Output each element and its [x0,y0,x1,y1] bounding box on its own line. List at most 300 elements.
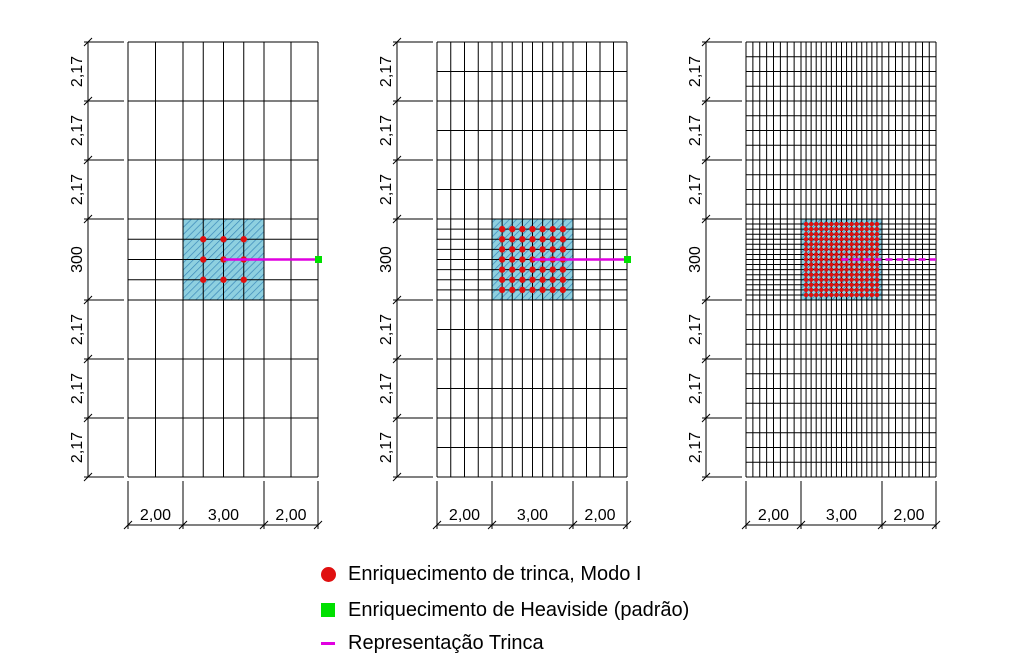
crack-tip-node [241,236,247,242]
crack-tip-node [814,288,818,292]
crack-tip-node [809,262,813,266]
crack-tip-node [870,262,874,266]
crack-tip-node [809,283,813,287]
crack-tip-node [819,262,823,266]
crack-tip-node [875,272,879,276]
crack-tip-node [824,257,828,261]
crack-tip-node [834,278,838,282]
crack-tip-node [819,283,823,287]
crack-tip-node [849,267,853,271]
crack-tip-node [875,237,879,241]
crack-tip-node [839,293,843,297]
crack-tip-node [870,272,874,276]
crack-tip-node [819,227,823,231]
crack-tip-node [844,272,848,276]
crack-tip-node [844,283,848,287]
crack-tip-node [539,277,545,283]
crack-tip-node [860,283,864,287]
dimension-label-vertical: 2,17 [378,173,395,206]
crack-tip-node [539,226,545,232]
crack-tip-node [870,232,874,236]
crack-tip-node [870,222,874,226]
legend-label-heaviside: Enriquecimento de Heaviside (padrão) [348,598,690,621]
crack-tip-node [834,293,838,297]
crack-tip-node [839,288,843,292]
crack-tip-node [854,232,858,236]
crack-tip-node [814,267,818,271]
crack-tip-node [550,277,556,283]
dimension-label-vertical: 2,17 [69,114,86,147]
crack-tip-node [870,242,874,246]
crack-tip-node [809,227,813,231]
legend-label-crack-tip: Enriquecimento de trinca, Modo I [348,562,642,585]
dimension-label-vertical: 2,17 [378,55,395,88]
crack-tip-node [824,242,828,246]
crack-tip-node [200,277,206,283]
crack-tip-node [849,222,853,226]
crack-tip-node [829,242,833,246]
crack-tip-node [834,227,838,231]
crack-tip-node [854,247,858,251]
red-circle-icon [321,567,336,582]
crack-tip-node [875,227,879,231]
heaviside-node [315,256,322,263]
crack-tip-node [865,237,869,241]
crack-tip-node [834,222,838,226]
crack-tip-node [839,278,843,282]
crack-tip-node [824,232,828,236]
dimension-label-vertical: 2,17 [687,431,704,464]
crack-tip-node [509,266,515,272]
crack-tip-node [875,288,879,292]
green-square-icon [321,603,335,617]
crack-tip-node [834,267,838,271]
crack-tip-node [809,267,813,271]
crack-tip-node [824,237,828,241]
crack-tip-node [241,277,247,283]
crack-tip-node [875,252,879,256]
crack-tip-node [834,283,838,287]
crack-tip-node [819,272,823,276]
dimension-label-horizontal: 3,00 [516,507,549,524]
crack-tip-node [819,252,823,256]
crack-tip-node [814,262,818,266]
crack-tip-node [854,252,858,256]
crack-tip-node [849,262,853,266]
crack-tip-node [809,242,813,246]
crack-tip-node [860,222,864,226]
crack-tip-node [849,288,853,292]
crack-tip-node [809,252,813,256]
panel-coarse-mesh [69,38,322,529]
crack-tip-node [499,256,505,262]
crack-tip-node [519,266,525,272]
crack-tip-node [804,272,808,276]
crack-tip-node [814,242,818,246]
crack-tip-node [870,247,874,251]
crack-tip-node [499,266,505,272]
crack-tip-node [865,262,869,266]
crack-tip-node [509,277,515,283]
crack-tip-node [844,242,848,246]
crack-tip-node [875,278,879,282]
crack-tip-node [814,222,818,226]
crack-tip-node [860,267,864,271]
crack-tip-node [819,237,823,241]
crack-tip-node [849,232,853,236]
crack-tip-node [865,278,869,282]
crack-tip-node [865,232,869,236]
crack-tip-node [834,288,838,292]
crack-tip-node [849,272,853,276]
dimension-label-vertical: 300 [378,246,395,273]
crack-tip-node [499,226,505,232]
crack-tip-node [550,226,556,232]
crack-tip-node [844,227,848,231]
crack-tip-node [519,256,525,262]
crack-tip-node [804,242,808,246]
crack-tip-node [824,293,828,297]
crack-tip-node [539,266,545,272]
dimension-label-vertical: 2,17 [687,173,704,206]
crack-tip-node [829,237,833,241]
crack-tip-node [804,262,808,266]
crack-tip-node [865,283,869,287]
crack-tip-node [875,283,879,287]
crack-tip-node [849,278,853,282]
crack-tip-node [829,278,833,282]
legend-item-heaviside [318,596,689,624]
dimension-label-horizontal: 2,00 [275,507,307,524]
dimension-label-vertical: 2,17 [69,431,86,464]
crack-tip-node [809,232,813,236]
crack-tip-node [839,262,843,266]
crack-tip-node [824,227,828,231]
crack-tip-node [860,288,864,292]
crack-tip-node [819,232,823,236]
crack-tip-node [509,256,515,262]
dimension-label-vertical: 2,17 [687,372,704,405]
crack-tip-node [839,283,843,287]
dimension-label-vertical: 2,17 [687,55,704,88]
crack-tip-node [870,252,874,256]
legend-item-crack [318,632,689,654]
crack-tip-node [560,246,566,252]
crack-tip-node [809,293,813,297]
magenta-dash-icon [321,642,335,645]
crack-tip-node [865,222,869,226]
crack-tip-node [819,247,823,251]
crack-tip-node [529,277,535,283]
crack-tip-node [519,287,525,293]
crack-tip-node [824,247,828,251]
crack-tip-node [509,236,515,242]
crack-tip-node [829,288,833,292]
dimension-label-horizontal: 2,00 [893,507,925,524]
crack-tip-node [870,237,874,241]
crack-tip-node [819,288,823,292]
crack-tip-node [814,247,818,251]
crack-tip-node [844,278,848,282]
crack-tip-node [804,237,808,241]
crack-tip-node [870,293,874,297]
crack-tip-node [829,262,833,266]
crack-tip-node [809,247,813,251]
crack-tip-node [804,288,808,292]
crack-tip-node [560,226,566,232]
crack-tip-node [519,277,525,283]
crack-tip-node [860,232,864,236]
crack-tip-node [804,293,808,297]
crack-tip-node [829,267,833,271]
dimension-label-vertical: 2,17 [69,55,86,88]
dimension-label-vertical: 2,17 [69,372,86,405]
crack-tip-node [804,227,808,231]
panel-fine-mesh [687,38,940,529]
crack-tip-node [220,277,226,283]
crack-tip-node [804,247,808,251]
crack-tip-node [814,283,818,287]
crack-tip-node [550,246,556,252]
crack-tip-node [804,252,808,256]
crack-tip-node [875,247,879,251]
crack-tip-node [860,293,864,297]
crack-tip-node [844,288,848,292]
crack-tip-node [819,222,823,226]
crack-tip-node [854,237,858,241]
crack-tip-node [220,236,226,242]
crack-tip-node [849,227,853,231]
crack-tip-node [824,267,828,271]
crack-tip-node [499,236,505,242]
crack-tip-node [860,237,864,241]
crack-tip-node [849,283,853,287]
crack-tip-node [834,242,838,246]
crack-tip-node [529,266,535,272]
crack-tip-node [839,247,843,251]
crack-tip-node [539,287,545,293]
crack-tip-node [499,246,505,252]
crack-tip-node [509,246,515,252]
crack-tip-node [854,267,858,271]
crack-tip-node [875,267,879,271]
crack-tip-node [865,242,869,246]
crack-tip-node [854,278,858,282]
crack-tip-node [814,293,818,297]
crack-tip-node [814,252,818,256]
crack-tip-node [539,246,545,252]
crack-tip-node [499,287,505,293]
crack-tip-node [814,272,818,276]
legend-label-crack: Representação Trinca [348,631,544,654]
crack-tip-node [814,278,818,282]
legend-item-crack-tip [318,560,689,588]
crack-tip-node [860,278,864,282]
crack-tip-node [519,246,525,252]
crack-tip-node [834,257,838,261]
crack-tip-node [809,237,813,241]
crack-tip-node [839,227,843,231]
crack-tip-node [870,288,874,292]
crack-tip-node [875,222,879,226]
crack-tip-node [844,247,848,251]
crack-tip-node [870,267,874,271]
dimension-label-vertical: 2,17 [378,431,395,464]
crack-tip-node [829,293,833,297]
crack-tip-node [865,252,869,256]
crack-tip-node [870,227,874,231]
crack-tip-node [509,226,515,232]
crack-tip-node [839,252,843,256]
crack-tip-node [824,272,828,276]
crack-tip-node [804,278,808,282]
crack-tip-node [814,257,818,261]
crack-tip-node [804,267,808,271]
crack-tip-node [834,237,838,241]
crack-tip-node [839,222,843,226]
crack-tip-node [804,283,808,287]
crack-tip-node [829,283,833,287]
crack-tip-node [829,257,833,261]
crack-tip-node [860,247,864,251]
crack-tip-node [829,272,833,276]
dimension-label-vertical: 2,17 [69,313,86,346]
crack-tip-node [819,278,823,282]
crack-tip-node [550,236,556,242]
crack-tip-node [854,242,858,246]
crack-tip-node [839,232,843,236]
dimension-label-vertical: 300 [69,246,86,273]
crack-tip-node [519,236,525,242]
crack-tip-node [809,288,813,292]
crack-tip-node [560,287,566,293]
crack-tip-node [834,262,838,266]
crack-tip-node [834,272,838,276]
crack-tip-node [819,293,823,297]
crack-tip-node [849,252,853,256]
crack-tip-node [560,266,566,272]
crack-tip-node [844,262,848,266]
crack-tip-node [860,252,864,256]
crack-tip-node [854,288,858,292]
crack-tip-node [844,293,848,297]
dimension-label-horizontal: 2,00 [584,507,616,524]
crack-tip-node [804,222,808,226]
crack-tip-node [529,246,535,252]
crack-tip-node [809,278,813,282]
crack-tip-node [865,293,869,297]
dimension-label-vertical: 2,17 [378,114,395,147]
crack-tip-node [829,252,833,256]
crack-tip-node [560,236,566,242]
crack-tip-node [870,283,874,287]
crack-tip-node [819,242,823,246]
crack-tip-node [550,287,556,293]
crack-tip-node [865,247,869,251]
crack-tip-node [804,257,808,261]
crack-tip-node [834,247,838,251]
crack-tip-node [844,252,848,256]
crack-tip-node [824,283,828,287]
crack-tip-node [860,262,864,266]
crack-tip-node [824,222,828,226]
dimension-label-vertical: 2,17 [378,372,395,405]
crack-tip-node [870,278,874,282]
crack-tip-node [875,232,879,236]
crack-tip-node [849,237,853,241]
crack-tip-node [519,226,525,232]
crack-tip-node [819,257,823,261]
crack-tip-node [529,236,535,242]
crack-tip-node [200,256,206,262]
crack-tip-node [854,283,858,287]
crack-tip-node [860,257,864,261]
crack-tip-node [834,252,838,256]
crack-tip-node [809,222,813,226]
crack-tip-node [875,293,879,297]
crack-tip-node [844,237,848,241]
crack-tip-node [814,232,818,236]
crack-tip-node [809,272,813,276]
crack-tip-node [865,267,869,271]
legend [318,560,689,654]
crack-tip-node [854,227,858,231]
crack-tip-node [814,227,818,231]
crack-tip-node [824,252,828,256]
crack-tip-node [865,272,869,276]
panel-medium-mesh [378,38,631,529]
dimension-label-vertical: 2,17 [378,313,395,346]
dimension-label-vertical: 2,17 [69,173,86,206]
crack-tip-node [849,247,853,251]
crack-tip-node [860,227,864,231]
dimension-label-horizontal: 3,00 [825,507,858,524]
crack-tip-node [804,232,808,236]
dimension-label-vertical: 2,17 [687,114,704,147]
crack-tip-node [834,232,838,236]
crack-tip-node [860,272,864,276]
crack-tip-node [509,287,515,293]
crack-tip-node [829,222,833,226]
dimension-label-vertical: 300 [687,246,704,273]
crack-tip-node [849,293,853,297]
crack-tip-node [854,222,858,226]
crack-tip-node [829,247,833,251]
crack-tip-node [539,236,545,242]
crack-tip-node [854,262,858,266]
dimension-label-horizontal: 2,00 [757,507,790,524]
crack-tip-node [839,242,843,246]
crack-tip-node [865,288,869,292]
crack-tip-node [839,237,843,241]
crack-tip-node [809,257,813,261]
crack-tip-node [875,262,879,266]
dimension-label-horizontal: 2,00 [448,507,481,524]
crack-tip-node [200,236,206,242]
crack-tip-node [854,293,858,297]
crack-tip-node [499,277,505,283]
crack-tip-node [844,232,848,236]
crack-tip-node [824,262,828,266]
crack-tip-node [550,266,556,272]
heaviside-node [624,256,631,263]
crack-tip-node [560,277,566,283]
crack-tip-node [814,237,818,241]
crack-tip-node [839,267,843,271]
dimension-label-horizontal: 2,00 [139,507,172,524]
crack-tip-node [844,267,848,271]
crack-tip-node [824,288,828,292]
